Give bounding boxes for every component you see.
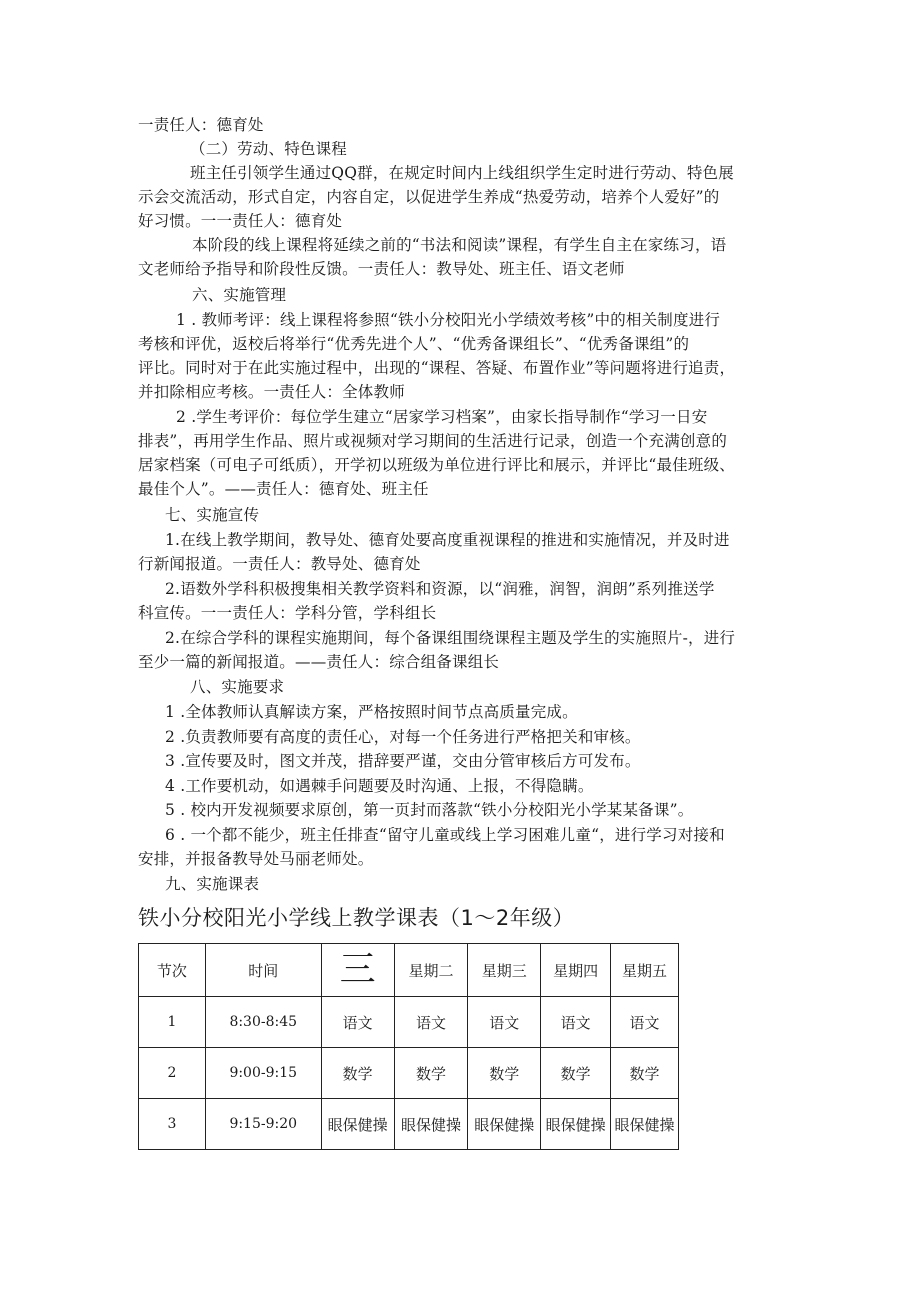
table-cell: 语文	[468, 997, 541, 1048]
table-cell: 数学	[394, 1048, 468, 1099]
text-line: 4 .工作要机动，如遇棘手问题要及时沟通、上报，不得隐瞒。	[165, 777, 594, 795]
header-cell: 星期二	[394, 944, 468, 997]
text-line: 1 . 教师考评：线上课程将参照“铁小分校阳光小学绩效考核”中的相关制度进行	[176, 311, 721, 329]
text-line: 评比。同时对于在此实施过程中，出现的“课程、答疑、布置作业”等问题将进行追责，	[138, 359, 736, 377]
table-cell: 3	[139, 1099, 206, 1150]
text-line: 2 .负责教师要有高度的责任心，对每一个任务进行严格把关和审核。	[165, 728, 641, 746]
table-cell: 数学	[541, 1048, 611, 1099]
table-row	[139, 997, 679, 1048]
section-heading: （二）劳动、特色课程	[190, 140, 348, 158]
header-cell: 时间	[205, 944, 321, 997]
table-cell: 8:30-8:45	[205, 997, 321, 1048]
table-row	[139, 1048, 679, 1099]
table-cell: 眼保健操	[321, 1099, 394, 1150]
text-line: 本阶段的线上课程将延续之前的“书法和阅读”课程，有学生自主在家练习，语	[192, 236, 727, 254]
text-line: 文老师给予指导和阶段性反馈。一责任人：教导处、班主任、语文老师	[138, 260, 625, 278]
table-cell: 眼保健操	[468, 1099, 541, 1150]
section-heading: 八、实施要求	[190, 678, 285, 696]
table-cell: 眼保健操	[611, 1099, 679, 1150]
text-line: 一责任人：德育处	[138, 116, 264, 134]
text-line: 1.在线上教学期间，教导处、德育处要高度重视课程的推进和实施情况，并及时进	[165, 531, 730, 549]
text-line: 2 .学生考评价：每位学生建立“居家学习档案”，由家长指导制作“学习一日安	[176, 408, 708, 426]
text-line: 居家档案（可电子可纸质），开学初以班级为单位进行评比和展示，并评比“最佳班级、	[138, 456, 735, 474]
section-heading: 九、实施课表	[165, 875, 260, 893]
text-line: 最佳个人”。——责任人：德育处、班主任	[138, 480, 429, 498]
table-title: 铁小分校阳光小学线上教学课表（1〜2年级）	[138, 906, 575, 930]
header-cell: 星期五	[611, 944, 679, 997]
text-line: 考核和评优，返校后将举行“优秀先进个人”、“优秀备课组长”、“优秀备课组”的	[138, 335, 690, 353]
table-cell: 9:15-9:20	[205, 1099, 321, 1150]
text-line: 至少一篇的新闻报道。——责任人：综合组备课组长	[138, 653, 500, 671]
text-line: 行新闻报道。一责任人：教导处、德育处	[138, 555, 421, 573]
text-line: 2.语数外学科积极搜集相关教学资料和资源，以“润雅，润智，润朗”系列推送学	[165, 580, 715, 598]
text-line: 科宣传。一一责任人：学科分管，学科组长	[138, 604, 437, 622]
section-heading: 六、实施管理	[192, 286, 287, 304]
schedule-table	[138, 943, 679, 1150]
text-line: 5 . 校内开发视频要求原创，第一页封而落款“铁小分校阳光小学某某备课”。	[165, 801, 694, 819]
text-line: 6 . 一个都不能少，班主任排查“留守儿童或线上学习困难儿童“，进行学习对接和	[165, 826, 725, 844]
header-cell: 节次	[139, 944, 206, 997]
table-cell: 语文	[394, 997, 468, 1048]
table-cell: 1	[139, 997, 206, 1048]
text-line: 1 .全体教师认真解读方案，严格按照时间节点高质量完成。	[165, 703, 578, 721]
table-cell: 眼保健操	[541, 1099, 611, 1150]
table-cell: 眼保健操	[394, 1099, 468, 1150]
text-line: 2.在综合学科的课程实施期间，每个备课组围绕课程主题及学生的实施照片-，进行	[165, 629, 736, 647]
text-line: 并扣除相应考核。一责任人：全体教师	[138, 383, 405, 401]
text-line: 安排，并报备教导处马丽老师处。	[138, 850, 374, 868]
header-cell: 星期三	[468, 944, 541, 997]
text-line: 示会交流活动，形式自定，内容自定，以促进学生养成“热爱劳动，培养个人爱好”的	[138, 188, 720, 206]
header-cell: 星期四	[541, 944, 611, 997]
table-cell: 9:00-9:15	[205, 1048, 321, 1099]
table-cell: 语文	[321, 997, 394, 1048]
table-header-row	[139, 944, 679, 997]
table-cell: 2	[139, 1048, 206, 1099]
table-cell: 数学	[321, 1048, 394, 1099]
table-cell: 语文	[611, 997, 679, 1048]
text-line: 班主任引领学生通过QQ群，在规定时间内上线组织学生定时进行劳动、特色展	[190, 164, 734, 182]
table-cell: 数学	[611, 1048, 679, 1099]
table-cell: 数学	[468, 1048, 541, 1099]
text-line: 3 .宣传要及时，图文并茂，措辞要严谨，交由分管审核后方可发布。	[165, 752, 641, 770]
text-line: 好习惯。一一责任人：德育处	[138, 212, 343, 230]
section-heading: 七、实施宣传	[165, 506, 260, 524]
table-cell: 语文	[541, 997, 611, 1048]
table-row	[139, 1099, 679, 1150]
header-cell: 三	[321, 944, 394, 997]
text-line: 排表”，再用学生作品、照片或视频对学习期间的生活进行记录，创造一个充满创意的	[138, 432, 728, 450]
